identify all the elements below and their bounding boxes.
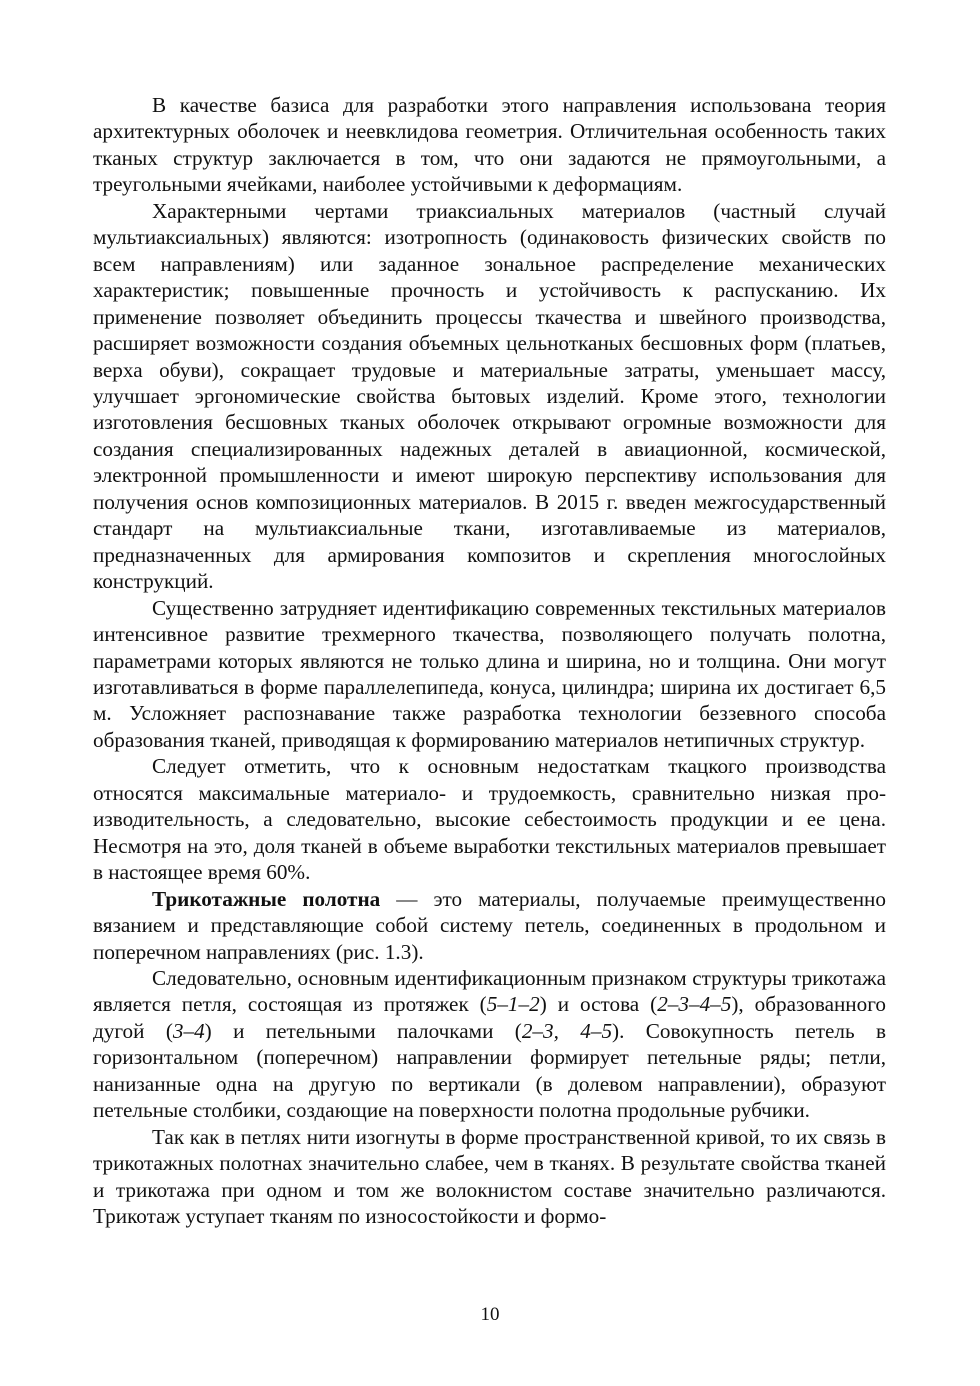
- term-knitted-fabrics: Трикотажные полотна: [152, 886, 381, 911]
- paragraph-weaving-drawbacks: [93, 753, 886, 885]
- paragraph-triaxial-basis: [93, 92, 886, 198]
- paragraph-knitted-definition: [93, 886, 886, 965]
- loop-points-label: 5–1–2: [486, 992, 540, 1017]
- page-number: 10: [480, 1304, 500, 1325]
- paragraph-text: ) и остова (: [539, 992, 658, 1017]
- loop-points-label: 2–3, 4–5: [521, 1018, 613, 1043]
- paragraph-text: ), образованного дугой (: [93, 992, 886, 1043]
- paragraph-text: Следовательно, основным идентификационным признаком структуры трикотажа является петля, состоящая из протяжек (: [93, 965, 886, 1017]
- paragraph-text: ) и петельными палочками (: [204, 1018, 522, 1043]
- paragraph-loop-structure: [93, 965, 886, 1124]
- paragraph-knit-vs-woven: [93, 1124, 886, 1230]
- paragraph-text: В качестве базиса для разработки этого направления использована теория архитектурных оболочек и неевклидова геометрия. Отличительная особенность таких тканых структур заключается в том, что они задаются не прямоугольными, а треугольными ячейками, наиболее устойчивыми к деформациям.: [93, 93, 886, 197]
- paragraph-text: Характерными чертами триаксиальных материалов (частный случай мультиаксиальных) являются: изотропность (одинаковость физических свойств по всем направлениям) или заданное зональное распределение механических характеристик; повышенные прочность и устойчивость к распусканию. Их применение позволяет объединить процессы ткачества и швейного производства, расширяет возможности создания объемных цельнотканых бесшовных форм (платьев, верха обуви), сокращает трудовые и материальные затраты, уменьшает массу, улучшает эргономические свойства бытовых изделий. Кроме этого, технологии изготовления бесшовных тканых оболочек открывают огромные возможности для создания специализированных надежных деталей в авиационной, космической, электронной промышленности и имеют широкую перспективу использования для получения основ композиционных материалов. В 2015 г. введен межгосударственный стандарт на мультиаксиальные ткани, изготавливаемые из материалов, предназначенных для армирования композитов и скрепления многослойных конструкций.: [93, 198, 886, 594]
- paragraph-triaxial-features: [93, 198, 886, 595]
- paragraph-text: Так как в петлях нити изогнуты в форме пространственной кривой, то их связь в трикотажных полотнах значительно слабее, чем в тканях. В результате свойства тканей и трикотажа при одном и том же волокнистом составе значительно различаются. Трикотаж уступает тканям по износостойкости и формо-: [93, 1124, 886, 1229]
- paragraph-text: Существенно затрудняет идентификацию современных текстильных материалов интенсивное развитие трехмерного ткачества, позволяющего получать полотна, параметрами которых являются не только длина и ширина, но и толщина. Они могут изготавливаться в форме параллелепипеда, конуса, цилиндра; ширина их достигает 6,5 м. Усложняет распознавание также разработка технологии беззевного способа образования тканей, приводящая к формированию материалов нетипичных структур.: [93, 595, 886, 752]
- paragraph-text: — это материалы, получаемые преимущественно вязанием и представляющие собой систему петель, соединенных в продольном и поперечном направлениях (рис. 1.3).: [93, 886, 886, 964]
- paragraph-3d-weaving: [93, 595, 886, 754]
- loop-points-label: 2–3–4–5: [657, 992, 732, 1017]
- paragraph-text: Следует отметить, что к основным недостаткам ткацкого производства относятся максимальные материало- и трудоемкость, сравнительно низкая производительность, а следовательно, высокие себестоимость продукции и ее цена. Несмотря на это, доля тканей в объеме выработки текстильных материалов превышает в настоящее время 60%.: [93, 754, 886, 885]
- loop-points-label: 3–4: [172, 1018, 205, 1043]
- document-page: [93, 92, 886, 1229]
- paragraph-text: ). Совокупность петель в горизонтальном (поперечном) направлении формирует петельные ряды; петли, нанизанные одна на другую по вертикали (в долевом направлении), образуют петельные столбики, создающие на поверхности полотна продольные рубчики.: [93, 1018, 886, 1123]
